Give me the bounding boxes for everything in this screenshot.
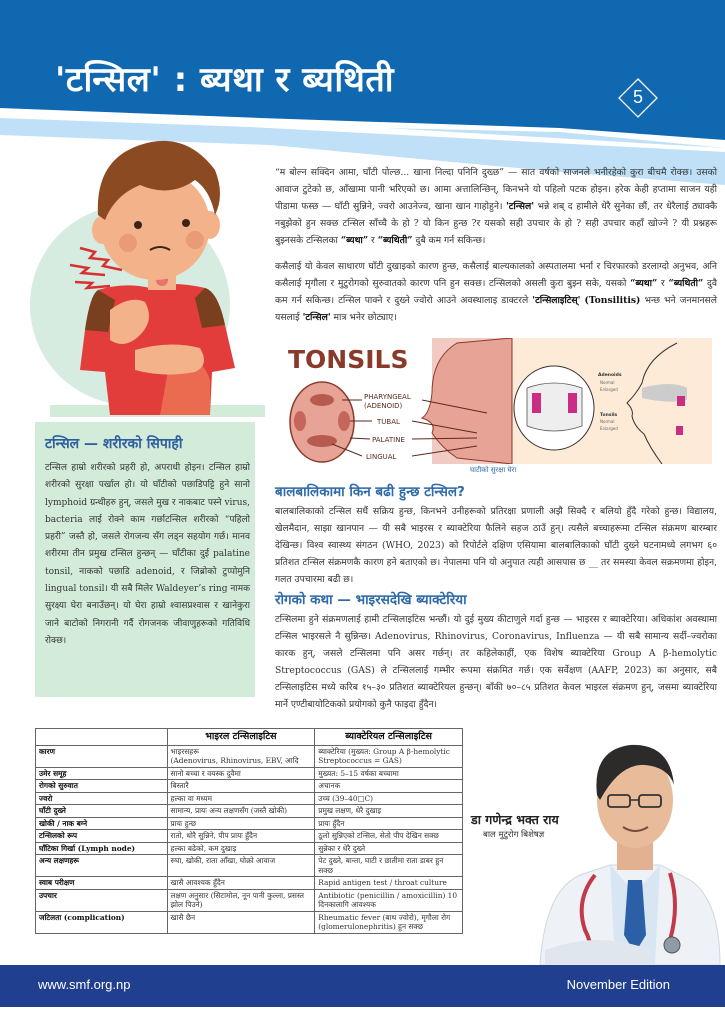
bold-term: “ब्यथा” xyxy=(630,278,658,289)
label-tonsils-normal: Normal xyxy=(600,419,615,424)
doctor-role: बाल मुटुरोग बिशेषज्ञ xyxy=(483,830,545,840)
table-row-label: रोगको सुरुवात xyxy=(36,780,168,793)
label-tubal: TUBAL xyxy=(377,418,400,426)
table-cell-viral: रातो, थोरै सुन्निने, पीप प्रायः हुँदैन xyxy=(167,830,315,843)
text-run: र xyxy=(368,235,378,246)
table-cell-viral: सानो बच्चा र वयस्क दुवैमा xyxy=(167,767,315,780)
bold-term: 'टन्सिल' xyxy=(505,201,535,212)
table-row-label: घाँटिका गिर्खा (Lymph node) xyxy=(36,842,168,855)
table-row xyxy=(36,817,463,830)
table-cell-bacterial: मुख्यत: 5–15 वर्षका बच्चामा xyxy=(315,767,463,780)
text-run: “म बोल्न सक्दिन आमा, घाँटी पोल्छ... खाना निल्दा पनिनि दुख्छ” — सात वर्षको साजनले भनीरहेको कुरा बीचमै रोक्छ। उसको आवाज टुटेको छ, आँखामा पानी भरिएको छ। आमा अत्तालिन्छिन्, किनभने यो पहिलो पटक होइन। हरेक केही हप्तामा साजन यही पीडामा फस्छ — घाँटी सुन्निने, ज्वरो आउनेज्व, खाना खान गाहोहुने। xyxy=(275,167,717,212)
section-body-disease-story: टन्सिलमा हुने संक्रमणलाई हामी टन्सिलाइटिस भन्छौं। यो दुई मुख्य कीटाणुले गर्दा हुन्छ — भाइरस र ब्याक्टेरिया। अधिकांश अवस्थामा टन्सिल भाइरसले नै सुन्निन्छ। Adenovirus, Rhinovirus, Coronavirus, Influenza — यी सबै सामान्य सर्दी–ज्वरोका कारक हुन्, जसले टन्सिलमा पनि असर गर्छन्। तर कहिलेकाहीं, एक विशेष ब्याक्टेरिया Group A β-hemolytic Streptococcus (GAS) ले टन्सिललाई गम्भीर रूपमा संक्रमित गर्छ। एक सर्वेक्षण (AAFP, 2023) का अनुसार, सबै टन्सिलाइटिस मध्ये करिब १५–३० प्रतिशत ब्याक्टेरियल हुन्छन्। बाँकी ७०–८५ प्रतिशत केवल भाइरल संक्रमण हुन्, जसमा ब्याक्टेरिया मार्ने एण्टीबायोटिकको प्रयोगको कुनै फाइदा हुँदैन। xyxy=(275,614,717,710)
section-body-children: बालबालिकाको टन्सिल सधैं सक्रिय हुन्छ, किनभने उनीहरूको प्रतिरक्षा प्रणाली अझै सिक्दै र बलियो हुँदै गरेको हुन्छ। विद्यालय, खेलमैदान, साझा खानपान — यी सबै भाइरस र ब्याक्टेरिया फैलिने सहज ठाउँ हुन्। त्यसैले बच्चाहरूमा टन्सिल संक्रमण बारम्बार देखिन्छ। विश्व स्वास्थ्य संगठन (WHO, 2023) को रिपोर्टले दक्षिण एसियामा बालबालिकाको घाँटी दुख्ने घटनामध्ये लगभग ६० प्रतिशत टन्सिल संक्रमणकै कारण हने बताएको छ। नेपालमा पनि यो अनुपात त्यही आसपास छ __ तर समस्या केवल सक्रमणमा होइन, गलत उपचारमा बढी छ। xyxy=(275,506,717,585)
sick-boy-illustration xyxy=(10,120,270,420)
table-cell-viral: लक्षण अनुसार (सिटामोल, नून पानी कुल्ला, प्रसस्त झोल पिउने) xyxy=(167,889,315,911)
table-cell-bacterial: ब्याक्टेरिया (मुख्यत: Group A β-hemolytic Streptococcus = GAS) xyxy=(315,745,463,767)
table-row xyxy=(36,830,463,843)
label-lingual: LINGUAL xyxy=(366,453,397,461)
label-adenoids-normal: Normal xyxy=(600,380,615,385)
tonsils-diagram xyxy=(282,338,712,464)
bold-term: 'टन्सिलाइटिस्' xyxy=(532,295,581,306)
page-number: 5 xyxy=(632,87,643,107)
table-row xyxy=(36,911,463,933)
intro-paragraph-2 xyxy=(275,258,717,326)
table-cell-viral: हल्का बढेको, कम दुखाइ xyxy=(167,842,315,855)
doctor-name: डा गणेन्द्र भक्त राय xyxy=(471,812,559,827)
bold-term: (Tonsilitis) xyxy=(584,295,641,306)
diagram-title: TONSILS xyxy=(288,345,409,374)
table-cell-bacterial: अचानक xyxy=(315,780,463,793)
section-heading-children: बालबालिकामा किन बढी हुन्छ टन्सिल? xyxy=(275,484,465,500)
label-adenoids: Adenoids xyxy=(598,373,622,378)
label-adenoids-enlarged: Enlarged xyxy=(600,387,618,392)
table-row xyxy=(36,780,463,793)
table-cell-viral: रुघा, खोकी, राता आँखा, घोक्रो आवाज xyxy=(167,855,315,877)
table-cell-bacterial: Antibiotic (penicillin / amoxicillin) 10 दिनकालागि आवश्यक xyxy=(315,889,463,911)
table-row-label: खोकी / नाक बग्ने xyxy=(36,817,168,830)
table-row xyxy=(36,767,463,780)
page-title: 'टन्सिल' : ब्यथा र ब्यथिती xyxy=(55,60,395,100)
label-pharyngeal: PHARYNGEAL xyxy=(364,393,411,401)
sidebar-body: टन्सिल हाम्रो शरीरको प्रहरी हो, अपराधी होइन। टन्सिल हाम्रो शरीरको सुरक्षा पर्खाल हो। यो घाँटीको पछाडिपट्टि हुने सानो lymphoid ग्रन्थीहरु हुन्, जसले मुख र नाकबाट पस्ने virus, bacteria लाई रोक्ने काम गर्छाटन्सिल शरीरको “पहिलो प्रहरी” जस्तै हो, जसले रोगजन्य सँग लड्न सहयोग गर्छ। मानव शरीरमा तीन प्रमुख टन्सिल हुन्छन् — घाँटीका दुई palatine tonsil, नाकको पछाडि adenoid, र जिब्रोको टुप्पोमुनि lingual tonsil। यी सबै मिलेर Waldeyer’s ring नामक सुरक्ष्या घेरा बनाउँछन्। यो घेरा हाम्रो श्वासप्रश्वास र खानेकुरा जाने बाटोको निगरानी गर्दै रोगजनक जीवाणुहरूको गतिविधि रोक्छ। xyxy=(45,463,250,646)
table-cell-viral: बिस्तारै xyxy=(167,780,315,793)
table-cell-viral: सामान्य, प्रायः अन्य लक्षणसँग (जस्तै खोकी) xyxy=(167,805,315,818)
table-row xyxy=(36,745,463,767)
table-row-label: स्वाब परीक्षण xyxy=(36,877,168,890)
text-run: मात्र भनेर छोट्याए। xyxy=(330,312,397,323)
table-cell-viral: भाइरसहरू (Adenovirus, Rhinovirus, EBV, आदि xyxy=(167,745,315,767)
bold-term: “ब्यथिती” xyxy=(668,278,704,289)
table-row-label: टन्सिलको रूप xyxy=(36,830,168,843)
footer-website-link[interactable]: www.smf.org.np xyxy=(38,977,131,992)
label-adenoid: (ADENOID) xyxy=(364,402,403,410)
table-cell-bacterial: Rapid antigen test / throat culture xyxy=(315,877,463,890)
table-row xyxy=(36,889,463,911)
table-cell-viral: प्रायः हुन्छ xyxy=(167,817,315,830)
footer-edition: November Edition xyxy=(566,977,670,992)
table-row xyxy=(36,805,463,818)
table-row-label: उपचार xyxy=(36,889,168,911)
table-cell-bacterial: पेट दुख्ने, बान्ता, घाटी र छातीमा राता डाबर हुन सक्छ xyxy=(315,855,463,877)
footer-bar xyxy=(0,965,725,1007)
table-header-row xyxy=(36,729,463,746)
table-row xyxy=(36,855,463,877)
comparison-table xyxy=(35,728,463,934)
table-row-label: घाँटी दुख्ने xyxy=(36,805,168,818)
text-run: कसैलाई यो केवल साधारण घाँटी दुखाइको कारण हुन्छ, कसैलाई बाल्यकालको अस्पतालमा भर्ना र चिरफारको डरलाग्दो अनुभव, अनि कसैलाई मृगौला र मुटुरोगको सुरुवातको कारण पनि हुन सक्छ। टन्सिलको असली कुरा बुझ्न सके, यसको xyxy=(275,261,717,289)
bold-term: 'टन्सिल' xyxy=(302,312,331,323)
table-cell-bacterial: Rheumatic fever (बाथ ज्वोरो), मृगौला रोग (glomerulonephritis) हुन सक्छ xyxy=(315,911,463,933)
label-tonsils: Tonsils xyxy=(600,413,618,418)
table-row xyxy=(36,842,463,855)
sidebar-heading: टन्सिल — शरीरको सिपाही xyxy=(45,436,183,452)
text-run: र xyxy=(657,278,669,289)
doctor-photo xyxy=(520,715,725,965)
text-run: भन्छ भने जनमानसले यसलाई xyxy=(275,295,717,323)
table-cell-bacterial: सुन्नेका र धेरै दुख्ने xyxy=(315,842,463,855)
text-run: भन्ने शब् द हामीले धेरै सुनेका छौं, तर धेरैलाई ठ्याक्कै नबुझेको हुन सक्छ टन्सिल साँच्चै के हो ? यो किन हुन्छ ?र यसको सही उपचार के हो ? सही उपचार कहाँ खोज्ने ? यी प्रश्नहरू बुझ्नसके टन्सिलका xyxy=(275,201,717,246)
text-run: दुबै कम गर्न सकिन्छ। xyxy=(412,235,486,246)
table-cell-viral: हल्का वा मध्यम xyxy=(167,792,315,805)
table-row-label: अन्य लक्षणहरू xyxy=(36,855,168,877)
table-cell-bacterial: ठूलो सुन्निएको टन्सिल, सेतो पीप देखिन सक्छ xyxy=(315,830,463,843)
table-row-label: कारण xyxy=(36,745,168,767)
table-row xyxy=(36,792,463,805)
bold-term: “ब्यथा” xyxy=(340,235,369,246)
table-cell-bacterial: प्रमुख लक्षण, धेरै दुखाइ xyxy=(315,805,463,818)
table-row xyxy=(36,877,463,890)
section-heading-disease-story: रोगको कथा — भाइरसदेखि ब्याक्टेरिया xyxy=(275,592,467,608)
table-row-label: उमेर समूह xyxy=(36,767,168,780)
bold-term: “ब्यथिती” xyxy=(377,235,413,246)
diagram-caption: घाटीको सुरक्षा घेरा xyxy=(470,466,517,474)
table-row-label: जटिलता (complication) xyxy=(36,911,168,933)
table-cell-viral: खासै आवश्यक हुँदैन xyxy=(167,877,315,890)
page-number-badge xyxy=(618,78,658,118)
table-row-label: ज्वरो xyxy=(36,792,168,805)
table-header-bacterial: ब्याक्टेरियल टन्सिलाइटिस xyxy=(315,729,463,746)
table-header-empty xyxy=(36,729,168,746)
label-palatine: PALATINE xyxy=(372,436,405,444)
sidebar-box xyxy=(35,422,255,697)
text-run: दुवै कम गर्न सकिन्छ। टन्सिल पाक्ने र दुख्ने ज्वोरो आउने अवस्थालाइ डाक्टरले xyxy=(275,278,717,306)
table-cell-viral: खासै छैन xyxy=(167,911,315,933)
label-tonsils-enlarged: Enlarged xyxy=(600,426,618,431)
table-cell-bacterial: प्रायः हुँदैन xyxy=(315,817,463,830)
table-cell-bacterial: उच्च (39–40□C) xyxy=(315,792,463,805)
intro-paragraph-1 xyxy=(275,164,717,249)
table-header-viral: भाइरल टन्सिलाइटिस xyxy=(167,729,315,746)
